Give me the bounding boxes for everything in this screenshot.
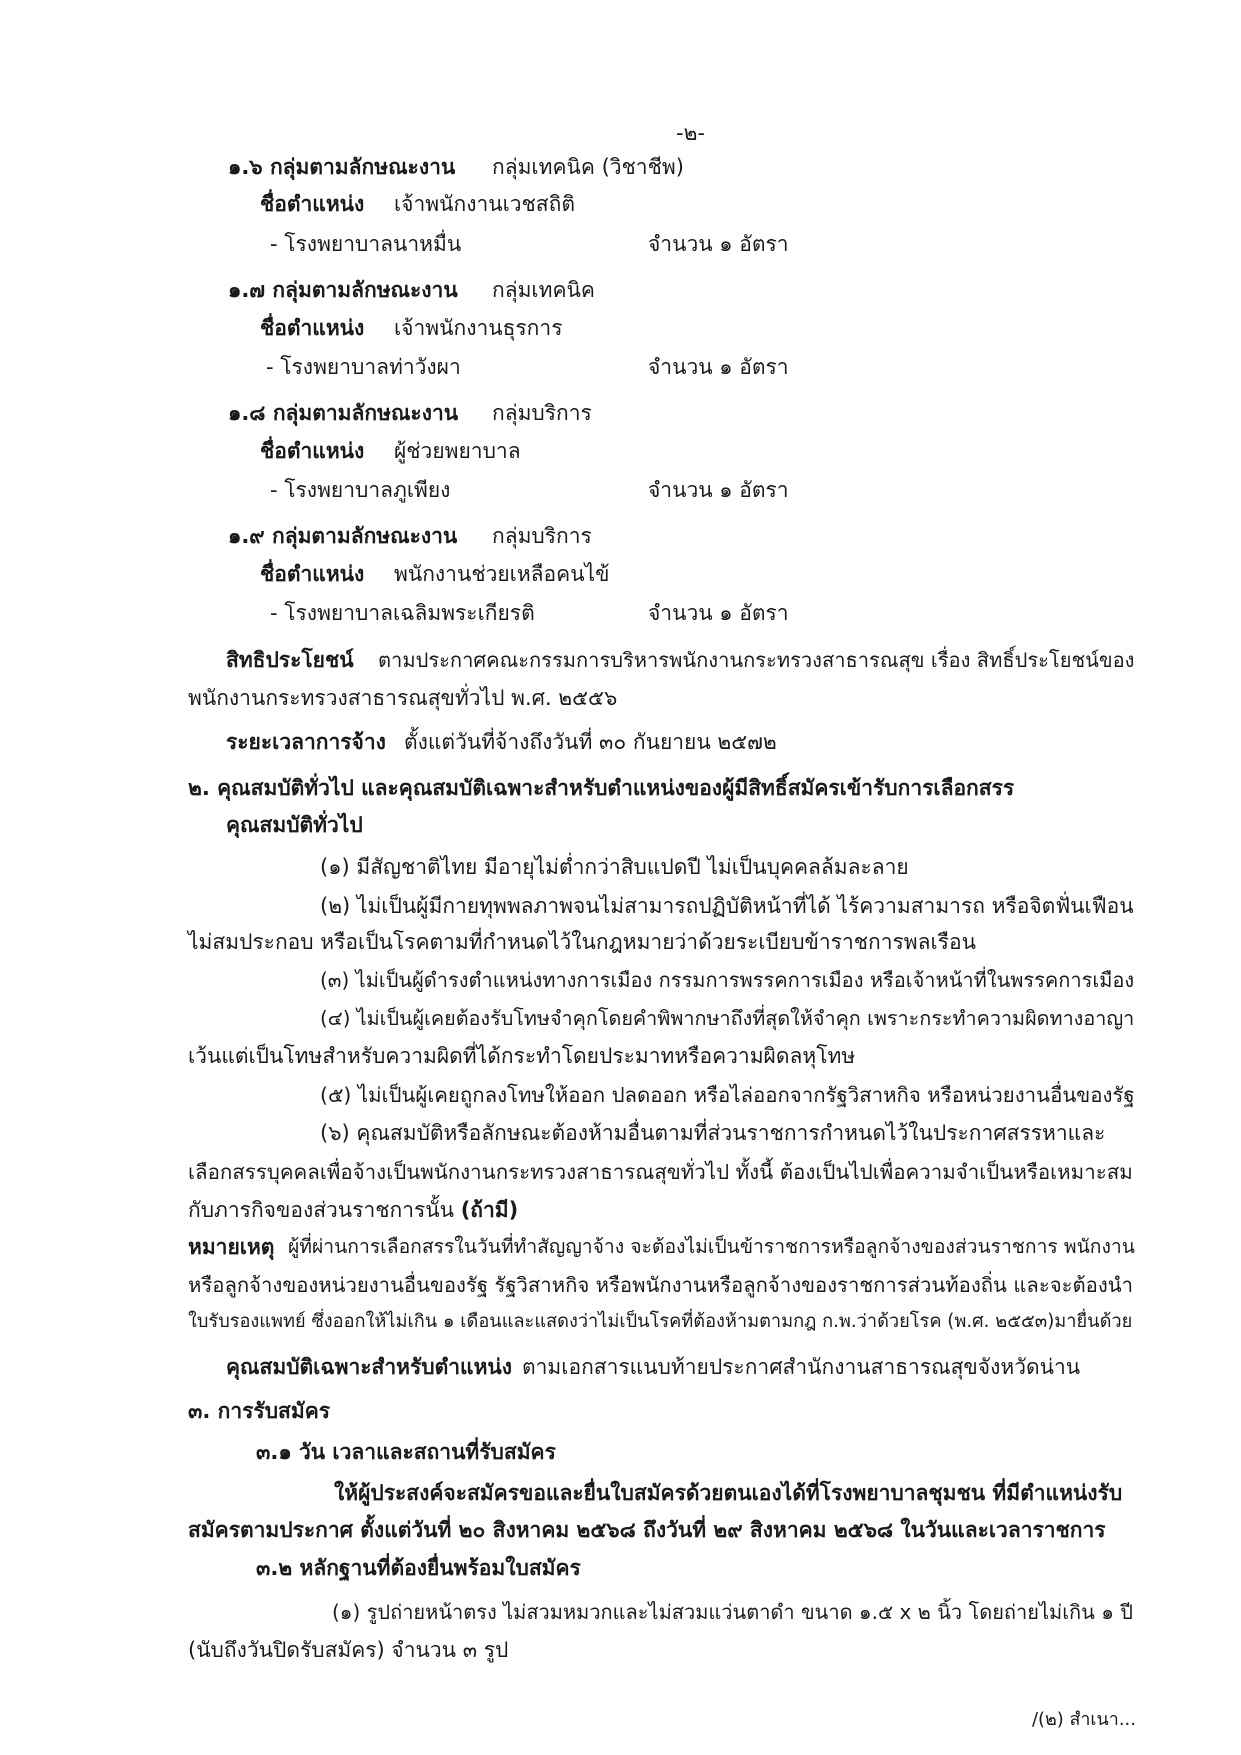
position-title-value: ผู้ช่วยพยาบาล — [394, 439, 521, 463]
position-count: จำนวน ๑ อัตรา — [648, 601, 789, 625]
position-title-label: ชื่อตำแหน่ง — [260, 439, 365, 463]
employment-label: ระยะเวลาการจ้าง — [226, 730, 386, 754]
qualification-item: เลือกสรรบุคคลเพื่อจ้างเป็นพนักงานกระทรวงสาธารณสุขทั่วไป ทั้งนี้ ต้องเป็นไปเพื่อความจำเป็นหรือเหมาะสม — [188, 1160, 1133, 1184]
position-hospital: - โรงพยาบาลเฉลิมพระเกียรติ — [270, 601, 535, 625]
position-heading: ๑.๙ กลุ่มตามลักษณะงาน — [228, 524, 458, 548]
position-group: กลุ่มเทคนิค — [492, 278, 595, 302]
position-title-value: เจ้าพนักงานธุรการ — [394, 316, 563, 340]
position-hospital: - โรงพยาบาลท่าวังผา — [266, 355, 461, 379]
position-heading: ๑.๖ กลุ่มตามลักษณะงาน — [228, 155, 456, 179]
qualification-item: (๔) ไม่เป็นผู้เคยต้องรับโทษจำคุกโดยคำพิพากษาถึงที่สุดให้จำคุก เพราะกระทำความผิดทางอาญา — [320, 1007, 1135, 1030]
position-count: จำนวน ๑ อัตรา — [648, 478, 789, 502]
position-title-label: ชื่อตำแหน่ง — [260, 562, 365, 586]
position-title-value: พนักงานช่วยเหลือคนไข้ — [394, 562, 610, 586]
subsection-heading: ๓.๑ วัน เวลาและสถานที่รับสมัคร — [256, 1440, 556, 1464]
position-count: จำนวน ๑ อัตรา — [648, 355, 789, 379]
qualification-item: (๓) ไม่เป็นผู้ดำรงตำแหน่งทางการเมือง กรรมการพรรคการเมือง หรือเจ้าหน้าที่ในพรรคการเมือง — [320, 968, 1135, 992]
employment-text: ตั้งแต่วันที่จ้างถึงวันที่ ๓๐ กันยายน ๒๕๗๒ — [404, 730, 777, 754]
continuation-marker: /(๒) สำเนา... — [1032, 1709, 1136, 1730]
qualification-item: กับภารกิจของส่วนราชการนั้น — [188, 1198, 454, 1222]
page-number: -๒- — [676, 121, 705, 145]
position-heading: ๑.๘ กลุ่มตามลักษณะงาน — [228, 401, 459, 425]
application-text: สมัครตามประกาศ ตั้งแต่วันที่ ๒๐ สิงหาคม ๒๕๖๘ ถึงวันที่ ๒๙ สิงหาคม ๒๕๖๘ ในวันและเวลาราชการ — [188, 1518, 1106, 1542]
position-hospital: - โรงพยาบาลภูเพียง — [270, 478, 451, 502]
benefits-text: ตามประกาศคณะกรรมการบริหารพนักงานกระทรวงสาธารณสุข เรื่อง สิทธิ์ประโยชน์ของ — [378, 648, 1135, 672]
benefits-label: สิทธิประโยชน์ — [226, 648, 354, 672]
position-title-value: เจ้าพนักงานเวชสถิติ — [394, 192, 575, 216]
position-group: กลุ่มบริการ — [492, 524, 592, 548]
position-group: กลุ่มบริการ — [492, 401, 592, 425]
position-title-label: ชื่อตำแหน่ง — [260, 192, 365, 216]
section-heading: ๒. คุณสมบัติทั่วไป และคุณสมบัติเฉพาะสำหรับตำแหน่งของผู้มีสิทธิ์สมัครเข้ารับการเลือกสรร — [188, 776, 1015, 800]
specific-qualification-label: คุณสมบัติเฉพาะสำหรับตำแหน่ง — [226, 1355, 513, 1379]
subsection-heading: ๓.๒ หลักฐานที่ต้องยื่นพร้อมใบสมัคร — [256, 1556, 581, 1580]
qualification-item: (๕) ไม่เป็นผู้เคยถูกลงโทษให้ออก ปลดออก หรือไล่ออกจากรัฐวิสาหกิจ หรือหน่วยงานอื่นของรัฐ — [320, 1083, 1135, 1107]
note-text: ผู้ที่ผ่านการเลือกสรรในวันที่ทำสัญญาจ้าง จะต้องไม่เป็นข้าราชการหรือลูกจ้างของส่วนราชการ พนักงาน — [288, 1235, 1135, 1258]
note-text: หรือลูกจ้างของหน่วยงานอื่นของรัฐ รัฐวิสาหกิจ หรือพนักงานหรือลูกจ้างของราชการส่วนท้องถิ่น และจะต้องนำ — [188, 1273, 1134, 1297]
position-count: จำนวน ๑ อัตรา — [648, 232, 789, 256]
specific-qualification-text: ตามเอกสารแนบท้ายประกาศสำนักงานสาธารณสุขจังหวัดน่าน — [522, 1355, 1081, 1379]
position-hospital: - โรงพยาบาลนาหมื่น — [270, 232, 462, 256]
application-text: ให้ผู้ประสงค์จะสมัครขอและยื่นใบสมัครด้วยตนเองได้ที่โรงพยาบาลชุมชน ที่มีตำแหน่งรับ — [334, 1481, 1123, 1505]
qualification-item: ไม่สมประกอบ หรือเป็นโรคตามที่กำหนดไว้ในกฎหมายว่าด้วยระเบียบข้าราชการพลเรือน — [188, 930, 976, 954]
qualification-item-row — [188, 1195, 518, 1225]
subsection-heading: คุณสมบัติทั่วไป — [226, 813, 363, 837]
position-heading: ๑.๗ กลุ่มตามลักษณะงาน — [228, 278, 458, 302]
qualification-item: (๖) คุณสมบัติหรือลักษณะต้องห้ามอื่นตามที่ส่วนราชการกำหนดไว้ในประกาศสรรหาและ — [320, 1121, 1106, 1145]
note-text: ใบรับรองแพทย์ ซึ่งออกให้ไม่เกิน ๑ เดือนและแสดงว่าไม่เป็นโรคที่ต้องห้ามตามกฎ ก.พ.ว่าด้วยโรค (พ.ศ. ๒๕๕๓)มายื่นด้วย — [188, 1311, 1133, 1332]
document-requirement: (๑) รูปถ่ายหน้าตรง ไม่สวมหมวกและไม่สวมแว่นตาดำ ขนาด ๑.๕ x ๒ นิ้ว โดยถ่ายไม่เกิน ๑ ปี — [332, 1600, 1133, 1624]
position-title-label: ชื่อตำแหน่ง — [260, 316, 365, 340]
benefits-text: พนักงานกระทรวงสาธารณสุขทั่วไป พ.ศ. ๒๕๕๖ — [188, 686, 618, 710]
if-any-label: (ถ้ามี) — [460, 1198, 519, 1222]
document-requirement: (นับถึงวันปิดรับสมัคร) จำนวน ๓ รูป — [188, 1638, 509, 1662]
note-label: หมายเหตุ — [188, 1235, 275, 1259]
position-group: กลุ่มเทคนิค (วิชาชีพ) — [492, 155, 684, 179]
qualification-item: (๑) มีสัญชาติไทย มีอายุไม่ต่ำกว่าสิบแปดปี ไม่เป็นบุคคลล้มละลาย — [320, 855, 909, 879]
section-heading: ๓. การรับสมัคร — [188, 1399, 331, 1423]
qualification-item: เว้นแต่เป็นโทษสำหรับความผิดที่ได้กระทำโดยประมาทหรือความผิดลหุโทษ — [188, 1044, 856, 1068]
qualification-item: (๒) ไม่เป็นผู้มีกายทุพพลภาพจนไม่สามารถปฏิบัติหน้าที่ได้ ไร้ความสามารถ หรือจิตฟั่นเฟือน — [320, 894, 1134, 918]
